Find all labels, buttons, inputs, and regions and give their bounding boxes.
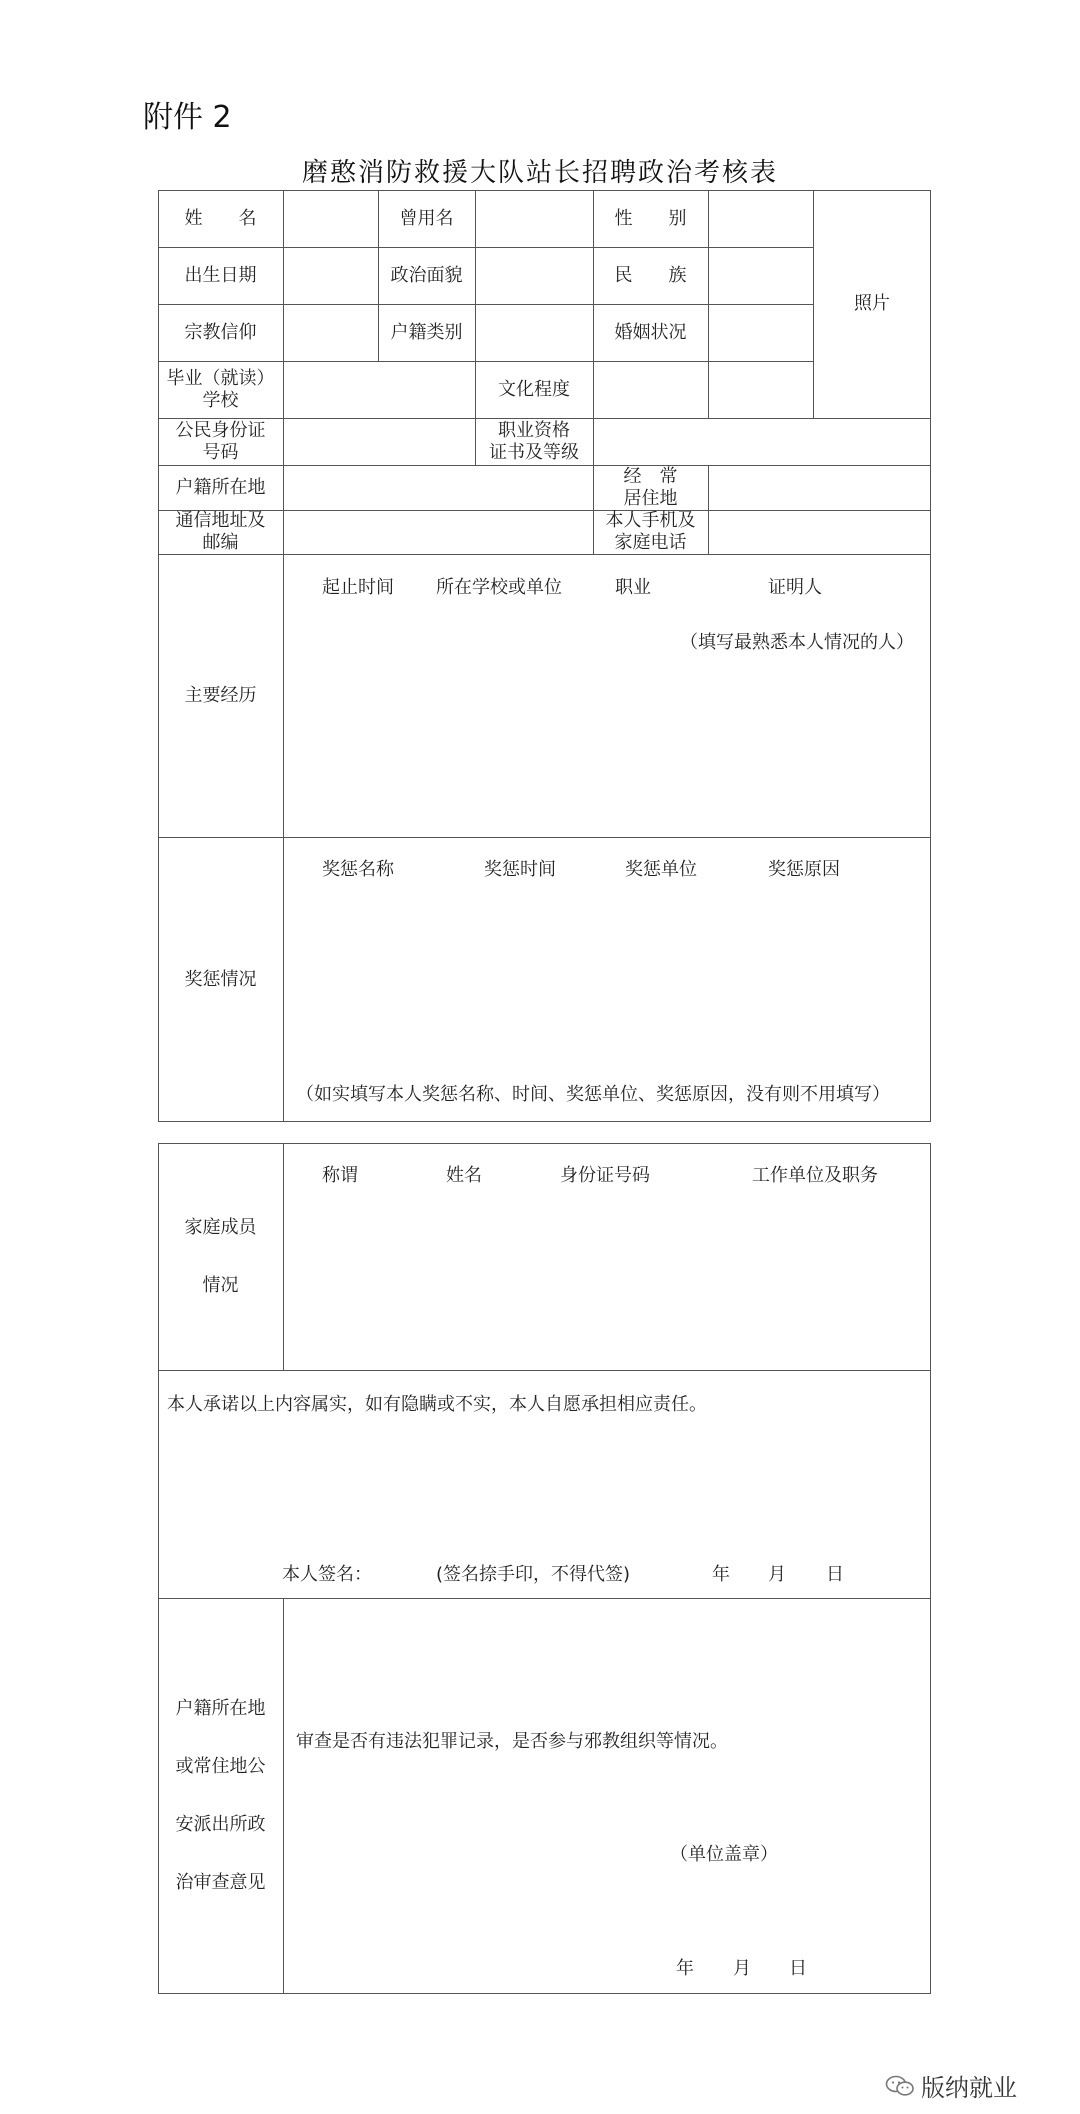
family-col-work: 工作单位及职务	[752, 1165, 878, 1186]
id-number-field[interactable]	[283, 418, 475, 465]
label-residence-line1: 经 常	[623, 465, 678, 487]
label-ethnicity: 民 族	[614, 264, 687, 286]
political-status-field[interactable]	[475, 247, 593, 304]
label-graduate-school-line2: 学校	[202, 389, 239, 411]
label-former-name: 曾用名	[399, 207, 454, 229]
signature-label: 本人签名：	[282, 1564, 372, 1585]
experience-col-period: 起止时间	[322, 577, 394, 598]
label-police-review	[158, 1598, 283, 1994]
attachment-label: 附件 2	[143, 100, 232, 135]
gender-field[interactable]	[708, 190, 813, 247]
former-name-field[interactable]	[475, 190, 593, 247]
label-police-review-line2: 或常住地公	[175, 1756, 266, 1777]
label-name: 姓 名	[184, 207, 257, 229]
photo-box[interactable]: 照片	[854, 293, 890, 314]
awards-col-time: 奖惩时间	[484, 859, 556, 880]
label-graduate-school-line1: 毕业（就读）	[166, 367, 275, 389]
phone-field[interactable]	[708, 510, 931, 554]
pledge-day: 日	[826, 1564, 844, 1585]
police-review-text: 审查是否有违法犯罪记录，是否参与邪教组织等情况。	[296, 1731, 728, 1752]
label-awards: 奖惩情况	[184, 968, 257, 990]
experience-col-school: 所在学校或单位	[436, 577, 562, 598]
label-address-line1: 通信地址及	[175, 510, 266, 531]
label-id-number	[158, 418, 283, 465]
label-marital-status: 婚姻状况	[614, 321, 687, 343]
pledge-month: 月	[768, 1564, 786, 1585]
household-location-field[interactable]	[283, 465, 593, 510]
awards-col-unit: 奖惩单位	[625, 859, 697, 880]
graduate-school-field[interactable]	[283, 361, 475, 418]
pledge-text: 本人承诺以上内容属实，如有隐瞒或不实，本人自愿承担相应责任。	[167, 1394, 707, 1415]
family-col-id: 身份证号码	[560, 1165, 650, 1186]
label-political-status: 政治面貌	[390, 264, 463, 286]
label-birth-date: 出生日期	[184, 264, 257, 286]
family-col-relation: 称谓	[322, 1165, 358, 1186]
pledge-year: 年	[712, 1564, 730, 1585]
label-police-review-line1: 户籍所在地	[175, 1698, 266, 1719]
label-phone	[593, 510, 708, 554]
police-review-seal: （单位盖章）	[670, 1844, 778, 1865]
label-family	[158, 1143, 283, 1370]
label-family-line1: 家庭成员	[184, 1216, 257, 1238]
signature-note: (签名捺手印，不得代签)	[436, 1564, 631, 1585]
name-field[interactable]	[283, 190, 378, 247]
label-gender: 性 别	[614, 207, 687, 229]
household-type-field[interactable]	[475, 304, 593, 361]
police-review-month: 月	[733, 1958, 751, 1979]
experience-col-witness: 证明人	[768, 577, 822, 598]
footer-watermark	[885, 2068, 1017, 2103]
label-address	[158, 510, 283, 554]
police-review-year: 年	[676, 1958, 694, 1979]
label-qualification-line2: 证书及等级	[489, 441, 579, 463]
qualification-field[interactable]	[593, 418, 931, 465]
education-level-field[interactable]	[593, 361, 813, 418]
label-qualification-line1: 职业资格	[498, 419, 570, 441]
residence-field[interactable]	[708, 465, 931, 510]
ethnicity-field[interactable]	[708, 247, 813, 304]
experience-col-occupation: 职业	[615, 577, 651, 598]
label-religion: 宗教信仰	[184, 321, 257, 343]
experience-note: （填写最熟悉本人情况的人）	[680, 632, 914, 653]
police-review-field[interactable]	[283, 1598, 931, 1994]
awards-col-reason: 奖惩原因	[768, 859, 840, 880]
label-education-level: 文化程度	[498, 378, 570, 400]
label-household-type: 户籍类别	[390, 321, 463, 343]
label-qualification	[475, 418, 593, 465]
family-col-name: 姓名	[446, 1165, 482, 1186]
police-review-day: 日	[789, 1958, 807, 1979]
marital-status-field[interactable]	[708, 304, 813, 361]
label-id-number-line2: 号码	[202, 441, 239, 463]
label-id-number-line1: 公民身份证	[175, 419, 266, 441]
awards-col-name: 奖惩名称	[322, 859, 394, 880]
label-phone-line2: 家庭电话	[614, 532, 687, 553]
religion-field[interactable]	[283, 304, 378, 361]
address-field[interactable]	[283, 510, 593, 554]
label-police-review-line4: 治审查意见	[175, 1872, 266, 1893]
form-title: 磨憨消防救援大队站长招聘政治考核表	[301, 158, 778, 188]
label-household-location: 户籍所在地	[175, 476, 266, 498]
wechat-icon	[885, 2075, 915, 2097]
label-experience: 主要经历	[184, 684, 257, 706]
label-graduate-school	[158, 361, 283, 418]
birth-date-field[interactable]	[283, 247, 378, 304]
label-phone-line1: 本人手机及	[605, 510, 696, 531]
label-residence-line2: 居住地	[623, 487, 678, 509]
label-police-review-line3: 安派出所政	[175, 1814, 266, 1835]
awards-note: （如实填写本人奖惩名称、时间、奖惩单位、奖惩原因，没有则不用填写）	[296, 1084, 890, 1105]
label-residence	[593, 465, 708, 510]
label-address-line2: 邮编	[202, 532, 239, 553]
footer-brand: 版纳就业	[921, 2074, 1017, 2102]
label-family-line2: 情况	[202, 1274, 239, 1296]
